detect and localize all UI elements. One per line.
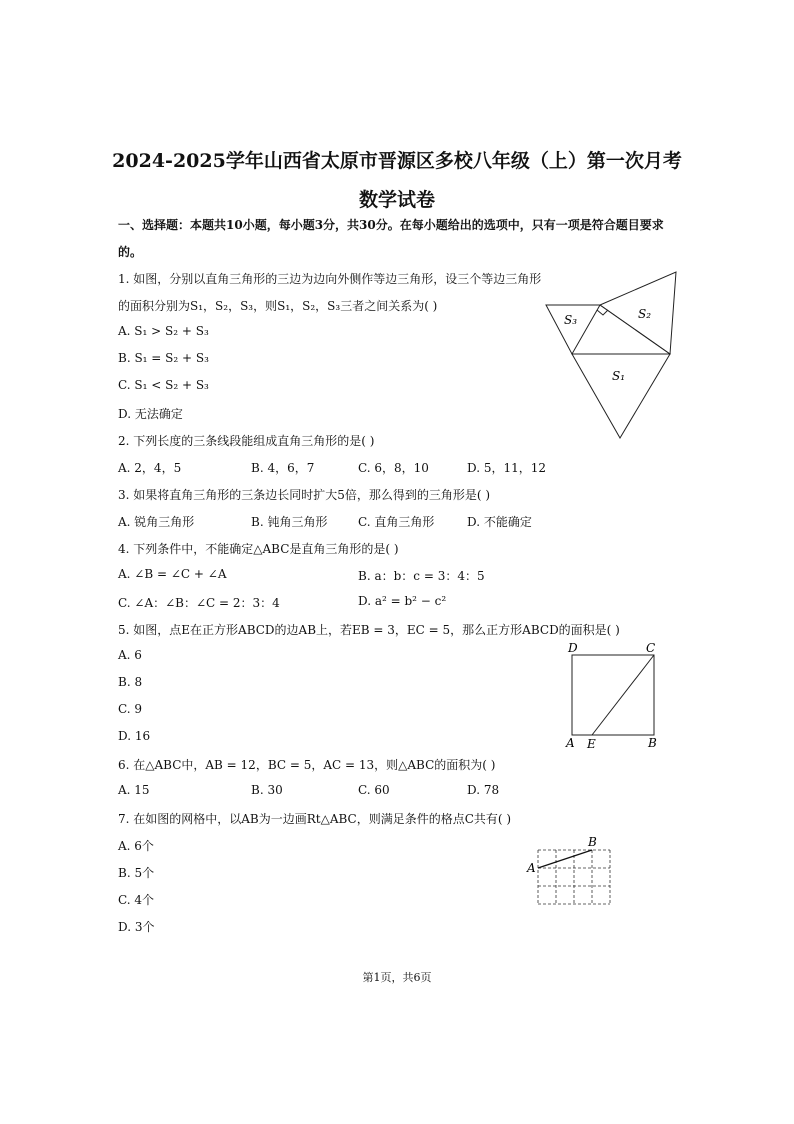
section-heading: 一、选择题：本题共10小题，每小题3分，共30分。在每小题给出的选项中，只有一项是符合题目要求	[118, 218, 664, 232]
q6-stem: 6. 在△ABC中，AB = 12，BC = 5，AC = 13，则△ABC的面积为( )	[118, 758, 496, 772]
q5-segment-ec	[592, 655, 654, 735]
exam-subtitle: 数学试卷	[358, 189, 435, 211]
q1-option-c: C. S₁ < S₂ + S₃	[118, 378, 209, 392]
q1-option-a: A. S₁ > S₂ + S₃	[118, 324, 209, 338]
q7-stem: 7. 在如图的网格中，以AB为一边画Rt△ABC，则满足条件的格点C共有( )	[118, 812, 512, 826]
q6-option-d: D. 78	[467, 783, 500, 797]
q4-option-c: C. ∠A：∠B：∠C = 2：3：4	[118, 596, 280, 610]
q1-label-s1: S₁	[612, 369, 626, 383]
q3-option-c: C. 直角三角形	[358, 515, 435, 529]
q6-option-b: B. 30	[251, 783, 283, 797]
q4-stem: 4. 下列条件中，不能确定△ABC是直角三角形的是( )	[118, 542, 399, 556]
q2-option-b: B. 4，6，7	[251, 461, 315, 475]
q3-stem: 3. 如果将直角三角形的三条边长同时扩大5倍，那么得到的三角形是( )	[118, 488, 491, 502]
q5-label-a: A	[566, 736, 575, 750]
q5-stem: 5. 如图，点E在正方形ABCD的边AB上，若EB = 3，EC = 5，那么正方形ABCD的面积是( )	[118, 623, 620, 637]
q5-option-a: A. 6	[118, 648, 142, 662]
page-footer: 第1页，共6页	[362, 971, 432, 984]
q7-option-c: C. 4个	[118, 893, 155, 907]
q7-label-b: B	[588, 835, 597, 849]
q5-label-c: C	[646, 641, 656, 655]
q4-option-d: D. a² = b² − c²	[358, 594, 447, 608]
q3-option-a: A. 锐角三角形	[118, 515, 195, 529]
q7-segment-ab	[538, 850, 592, 868]
q3-option-d: D. 不能确定	[467, 515, 532, 529]
q5-option-d: D. 16	[118, 729, 151, 743]
q4-option-b: B. a：b：c = 3：4：5	[358, 569, 485, 583]
q6-option-c: C. 60	[358, 783, 390, 797]
q5-figure	[562, 640, 672, 752]
q1-label-s3: S₃	[564, 313, 578, 327]
q1-option-b: B. S₁ = S₂ + S₃	[118, 351, 209, 365]
q1-label-s2: S₂	[638, 307, 652, 321]
section-heading-cont: 的。	[118, 245, 143, 259]
q7-option-b: B. 5个	[118, 866, 155, 880]
q5-option-c: C. 9	[118, 702, 143, 716]
q2-option-a: A. 2，4，5	[118, 461, 182, 475]
q6-option-a: A. 15	[118, 783, 150, 797]
q5-square	[572, 655, 654, 735]
q7-option-a: A. 6个	[118, 839, 154, 853]
q3-option-b: B. 钝角三角形	[251, 515, 328, 529]
q2-option-d: D. 5，11，12	[467, 461, 546, 475]
q7-grid	[538, 850, 610, 904]
exam-title: 2024-2025学年山西省太原市晋源区多校八年级（上）第一次月考	[112, 150, 682, 172]
q7-figure	[524, 834, 614, 924]
q5-option-b: B. 8	[118, 675, 143, 689]
q1-figure	[540, 268, 690, 446]
q5-label-d: D	[568, 641, 578, 655]
q1-stem-cont: 的面积分别为S₁，S₂，S₃，则S₁，S₂，S₃三者之间关系为( )	[118, 299, 438, 313]
q1-stem: 1. 如图，分别以直角三角形的三边为边向外侧作等边三角形，设三个等边三角形	[118, 272, 542, 286]
q2-stem: 2. 下列长度的三条线段能组成直角三角形的是( )	[118, 434, 375, 448]
q1-triangle-s1	[572, 354, 670, 438]
q4-option-a: A. ∠B = ∠C + ∠A	[118, 567, 227, 581]
q1-option-d: D. 无法确定	[118, 407, 183, 421]
q5-label-e: E	[587, 737, 596, 751]
q1-hypotenuse	[600, 305, 670, 354]
q1-right-angle-mark	[597, 310, 608, 315]
q5-label-b: B	[648, 736, 657, 750]
q7-option-d: D. 3个	[118, 920, 155, 934]
q7-label-a: A	[527, 861, 536, 875]
q2-option-c: C. 6，8，10	[358, 461, 429, 475]
